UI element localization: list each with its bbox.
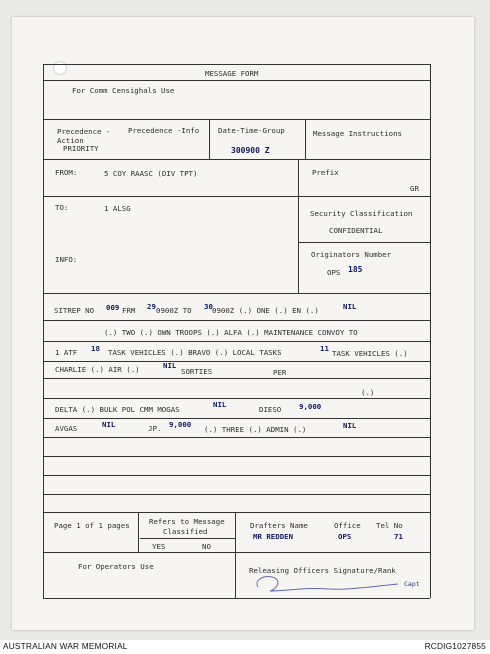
dtg-value: 300900 Z — [231, 146, 270, 155]
text-rule-6 — [43, 418, 430, 419]
text-rule-8 — [43, 456, 430, 457]
text-rule-5 — [43, 398, 430, 399]
sitrep-frm: FRM — [122, 306, 136, 315]
text-rule-2 — [43, 341, 430, 342]
sitrep-line-7-mid: (.) THREE (.) ADMIN (.) — [204, 425, 307, 434]
drafters-name-label: Drafters Name — [250, 521, 308, 530]
sitrep-line-1: SITREP NO — [54, 306, 95, 315]
mogas-value: NIL — [213, 400, 227, 409]
text-rule-4 — [43, 378, 430, 379]
page-count: Page 1 of 1 pages — [54, 521, 130, 530]
footer-mid-rule — [43, 552, 430, 553]
prefix-value: GR — [410, 184, 419, 193]
info-label: INFO: — [55, 255, 78, 264]
security-classification-value: CONFIDENTIAL — [329, 226, 383, 235]
dtg-label: Date-Time-Group — [218, 126, 285, 135]
local-task-vehicle-count: 11 — [320, 344, 329, 353]
originators-prefix: OPS — [327, 268, 341, 277]
enemy-value: NIL — [343, 302, 357, 311]
classified-label: Classified — [163, 527, 208, 536]
message-form-sheet — [12, 17, 474, 630]
footer-divider — [235, 512, 236, 598]
office-label: Office — [334, 521, 361, 530]
precedence-action-label: Precedence - Action — [57, 127, 111, 145]
drafters-name-value: MR REDDEN — [253, 532, 294, 541]
per-label: PER — [273, 368, 287, 377]
sitrep-line-2: (.) TWO (.) OWN TROOPS (.) ALFA (.) MAINTENANCE CONVOY TO — [104, 328, 358, 337]
text-bottom-rule — [43, 512, 430, 513]
originators-number-value: 185 — [348, 265, 363, 274]
precedence-divider — [209, 119, 210, 159]
operators-use-label: For Operators Use — [78, 562, 154, 571]
sorties-label: SORTIES — [181, 367, 213, 376]
text-rule-3 — [43, 361, 430, 362]
from-value: 5 COY RAASC (DIV TPT) — [104, 169, 198, 178]
sitrep-line-3-end: TASK VEHICLES (.) — [332, 349, 408, 358]
page-divider — [138, 512, 139, 552]
message-instructions-label: Message Instructions — [313, 129, 402, 138]
from-rule — [43, 196, 430, 197]
form-top-rule — [43, 64, 430, 65]
archive-caption: AUSTRALIAN WAR MEMORIAL — [3, 641, 128, 651]
officer-rank: Capt — [404, 580, 420, 588]
text-rule-10 — [43, 494, 430, 495]
address-rule — [43, 293, 430, 294]
security-classification-label: Security Classification — [310, 209, 413, 218]
text-rule-1 — [43, 320, 430, 321]
atf-vehicle-count: 18 — [91, 344, 100, 353]
tel-no-value: 71 — [394, 532, 403, 541]
office-value: OPS — [338, 532, 352, 541]
originators-number-label: Originators Number — [311, 250, 392, 259]
header-rule — [43, 119, 430, 120]
sitrep-number: 009 — [106, 303, 120, 312]
right-column-divider — [298, 159, 299, 293]
jp-label: JP. — [148, 424, 162, 433]
security-rule — [298, 242, 430, 243]
air-sorties-value: NIL — [163, 361, 177, 370]
classified-rule — [140, 538, 235, 539]
releasing-officer-label: Releasing Officers Signature/Rank — [249, 566, 396, 575]
officer-signature — [248, 567, 418, 597]
sitrep-line-3-mid: TASK VEHICLES (.) BRAVO (.) LOCAL TASKS — [108, 348, 282, 357]
precedence-rule — [43, 159, 430, 160]
to-label: TO: — [55, 203, 69, 212]
dieso-label: DIESO — [259, 405, 282, 414]
sitrep-from-time: 0900Z TO — [156, 306, 192, 315]
title-rule — [43, 80, 430, 81]
precedence-info-label: Precedence -Info — [128, 126, 200, 135]
archive-reference: RCDIG1027855 — [424, 641, 486, 651]
sitrep-line-5: (.) — [361, 388, 375, 397]
precedence-action-value: PRIORITY — [63, 144, 99, 153]
admin-value: NIL — [343, 421, 357, 430]
to-value: 1 ALSG — [104, 204, 131, 213]
text-rule-9 — [43, 475, 430, 476]
from-label: FROM: — [55, 168, 78, 177]
dieso-value: 9,000 — [299, 402, 322, 411]
sitrep-to-time: 0900Z (.) ONE (.) EN (.) — [212, 306, 319, 315]
refers-label: Refers to Message — [149, 517, 225, 526]
form-right-edge — [430, 64, 431, 598]
comm-centre-label: For Comm Censighals Use — [72, 86, 175, 95]
avgas-value: NIL — [102, 420, 116, 429]
form-left-edge — [43, 64, 44, 598]
sitrep-line-3: 1 ATF — [55, 348, 78, 357]
sitrep-from-day: 29 — [147, 302, 156, 311]
form-title: MESSAGE FORM — [205, 69, 259, 78]
no-option: NO — [202, 542, 211, 551]
sitrep-to-day: 30 — [204, 302, 213, 311]
prefix-label: Prefix — [312, 168, 339, 177]
form-bottom-rule — [43, 598, 430, 599]
sitrep-line-7: AVGAS — [55, 424, 78, 433]
tel-no-label: Tel No — [376, 521, 403, 530]
jp-value: 9,000 — [169, 420, 192, 429]
sitrep-line-4: CHARLIE (.) AIR (.) — [55, 365, 140, 374]
sitrep-line-6: DELTA (.) BULK POL CMM MOGAS — [55, 405, 180, 414]
text-rule-7 — [43, 437, 430, 438]
dtg-divider — [305, 119, 306, 159]
yes-option: YES — [152, 542, 166, 551]
